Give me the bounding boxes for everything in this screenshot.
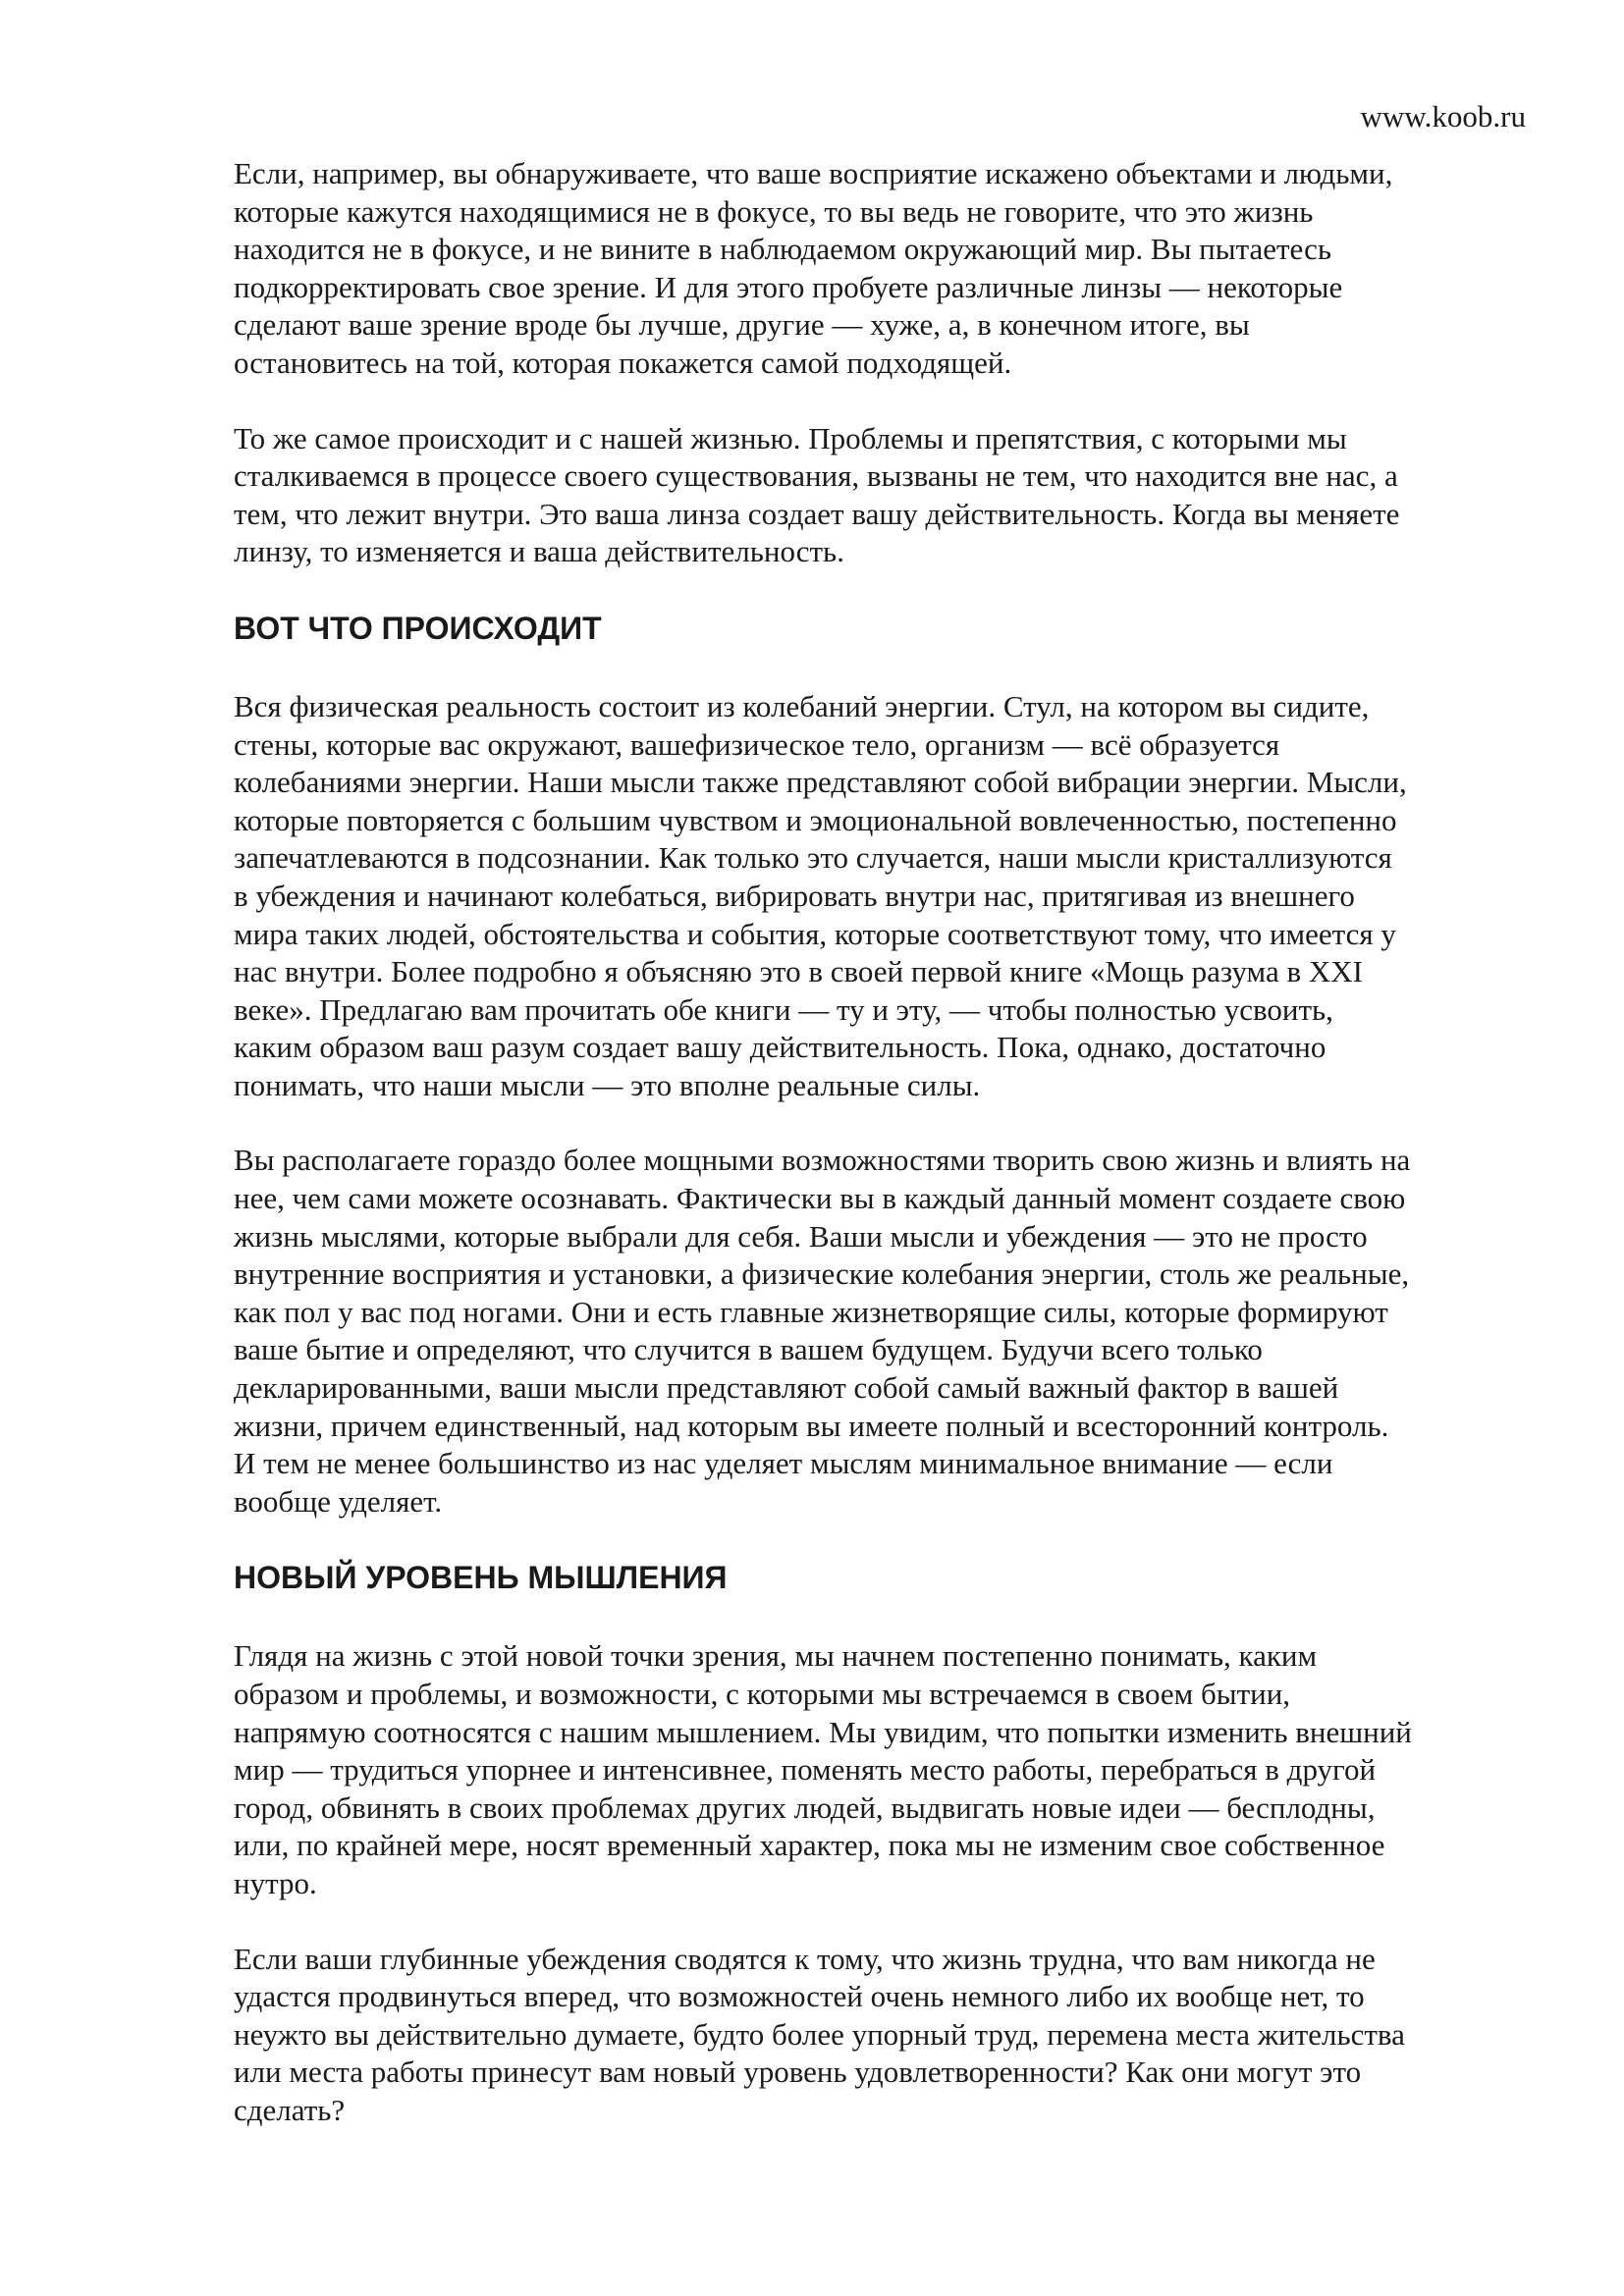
text-line: нутро. (234, 1865, 317, 1900)
text-line: которые кажутся находящимися не в фокусе, то вы ведь не говорите, что это жизнь (234, 193, 1314, 229)
text-line: колебаниями энергии. Наши мысли также представляют собой вибрации энергии. Мысли, (234, 765, 1407, 800)
text-line: остановитесь на той, которая покажется самой подходящей. (234, 345, 1012, 380)
text-line: жизни, причем единственный, над которым вы имеете полный и всесторонний контроль. (234, 1408, 1389, 1443)
text-line: стены, которые вас окружают, вашефизическое тело, организм — всё образуется (234, 726, 1280, 762)
text-line: мира таких людей, обстоятельства и события, которые соответствуют тому, что имеется у (234, 916, 1396, 951)
text-line: запечатлеваются в подсознании. Как только это случается, наши мысли кристаллизуются (234, 840, 1392, 876)
text-line: удастся продвинуться вперед, что возможностей очень немного либо их вообще нет, то (234, 1979, 1365, 2014)
text-line: Вся физическая реальность состоит из колебаний энергии. Стул, на котором вы сидите, (234, 688, 1370, 723)
text-line: образом и проблемы, и возможности, с которыми мы встречаемся в своем бытии, (234, 1677, 1291, 1711)
paragraph (234, 155, 1530, 383)
site-url: www.koob.ru (1360, 99, 1526, 133)
text-line: веке». Предлагаю вам прочитать обе книги — ту и эту, — чтобы полностью усвоить, (234, 991, 1333, 1027)
text-line: Если, например, вы обнаруживаете, что ваше восприятие искажено объектами и людьми, (234, 156, 1393, 190)
text-line: внутренние восприятия и установки, а физические колебания энергии, столь же реальные, (234, 1256, 1410, 1292)
text-line: вообще уделяет. (234, 1483, 443, 1519)
text-line: Глядя на жизнь с этой новой точки зрения, мы начнем постепенно понимать, каким (234, 1638, 1318, 1674)
text-line: напрямую соотносятся с нашим мышлением. Мы увидим, что попытки изменить внешний (234, 1714, 1412, 1749)
paragraph (234, 1637, 1530, 1902)
text-line: каким образом ваш разум создает вашу действительность. Пока, однако, достаточно (234, 1030, 1326, 1065)
text-line: линзу, то изменяется и ваша действительность. (234, 534, 844, 569)
text-line: сделать? (234, 2092, 346, 2127)
text-line: которые повторяется с большим чувством и эмоциональной вовлеченностью, постепенно (234, 802, 1397, 837)
text-line: подкорректировать свое зрение. И для этого пробуете различные линзы — некоторые (234, 269, 1343, 304)
text-line: или, по крайней мере, носят временный характер, пока мы не изменим свое собственное (234, 1828, 1385, 1863)
section-heading: НОВЫЙ УРОВЕНЬ МЫШЛЕНИЯ (234, 1560, 728, 1596)
text-line: нее, чем сами можете осознавать. Фактически вы в каждый данный момент создаете свою (234, 1181, 1406, 1216)
text-line: понимать, что наши мысли — это вполне реальные силы. (234, 1067, 981, 1102)
text-line: город, обвинять в своих проблемах других людей, выдвигать новые идеи — бесплодны, (234, 1789, 1376, 1825)
paragraph (234, 1941, 1530, 2130)
text-line: неужто вы действительно думаете, будто более упорный труд, перемена места жительства (234, 2016, 1405, 2052)
document-body (234, 155, 1530, 2167)
text-line: декларированными, ваши мысли представляют собой самый важный фактор в вашей (234, 1370, 1339, 1406)
section-heading: ВОТ ЧТО ПРОИСХОДИТ (234, 610, 602, 646)
text-line: жизнь мыслями, которые выбрали для себя. Ваши мысли и убеждения — это не просто (234, 1218, 1368, 1254)
text-line: И тем не менее большинство из нас уделяет мыслям минимальное внимание — если (234, 1446, 1333, 1481)
paragraph (234, 420, 1530, 571)
text-line: или места работы принесут вам новый уровень удовлетворенности? Как они могут это (234, 2055, 1362, 2090)
text-line: сталкиваемся в процессе своего существования, вызваны не тем, что находится вне нас, а (234, 458, 1398, 494)
text-line: мир — трудиться упорнее и интенсивнее, поменять место работы, перебраться в другой (234, 1752, 1377, 1788)
paragraph (234, 688, 1530, 1105)
text-line: в убеждения и начинают колебаться, вибрировать внутри нас, притягивая из внешнего (234, 878, 1355, 913)
text-line: ваше бытие и определяют, что случится в вашем будущем. Будучи всего только (234, 1332, 1263, 1367)
text-line: нас внутри. Более подробно я объясняю это в своей первой книге «Мощь разума в XXI (234, 954, 1363, 989)
paragraph (234, 1142, 1530, 1521)
text-line: Если ваши глубинные убеждения сводятся к тому, что жизнь трудна, что вам никогда не (234, 1941, 1376, 1976)
text-line: находится не в фокусе, и не вините в наблюдаемом окружающий мир. Вы пытаетесь (234, 232, 1331, 267)
text-line: Вы располагаете гораздо более мощными возможностями творить свою жизнь и влиять на (234, 1143, 1411, 1178)
text-line: тем, что лежит внутри. Это ваша линза создает вашу действительность. Когда вы меняете (234, 496, 1400, 531)
text-line: То же самое происходит и с нашей жизнью. Проблемы и препятствия, с которыми мы (234, 420, 1347, 455)
text-line: как пол у вас под ногами. Они и есть главные жизнетворящие силы, которые формируют (234, 1294, 1388, 1329)
text-line: сделают ваше зрение вроде бы лучше, другие — хуже, а, в конечном итоге, вы (234, 307, 1250, 343)
